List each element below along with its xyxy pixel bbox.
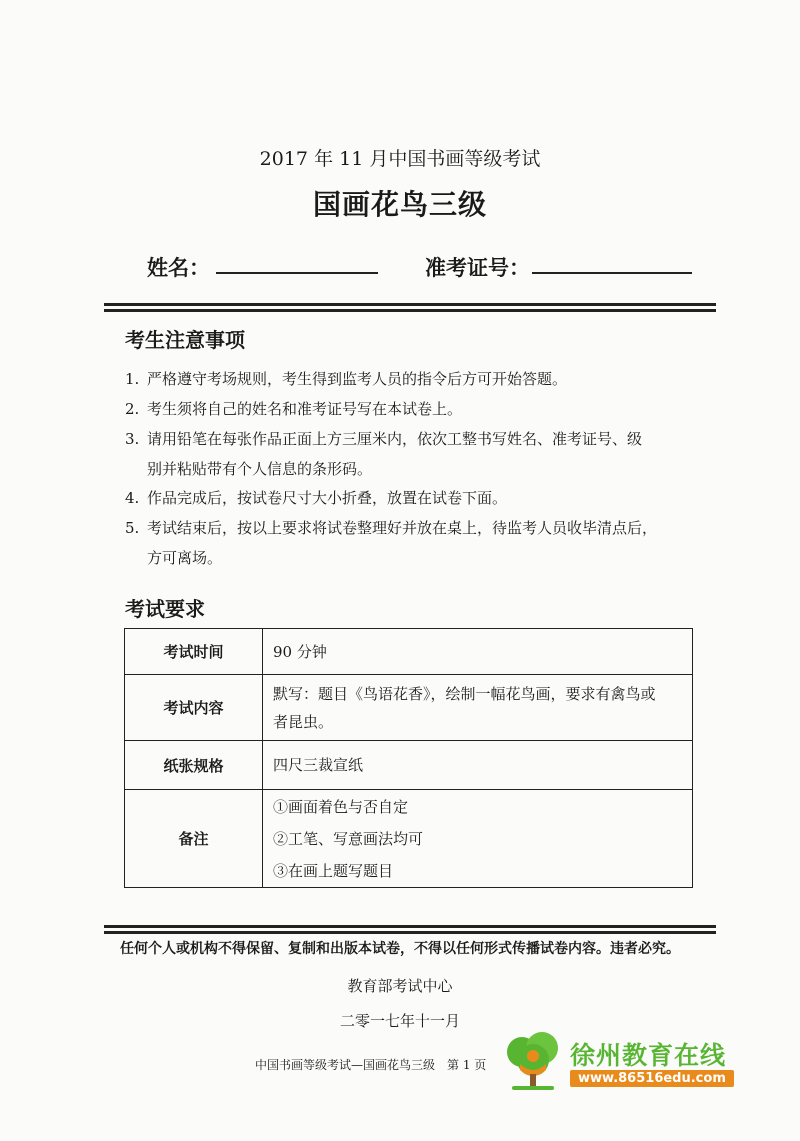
notice-item [125, 424, 705, 484]
row-value [263, 741, 693, 790]
top-double-rule [104, 303, 716, 312]
row-value-line: ③在画上题写题目 [273, 861, 394, 880]
requirements-heading: 考试要求 [125, 597, 205, 621]
notice-item-text: 考试结束后，按以上要求将试卷整理好并放在桌上，待监考人员收毕清点后， [147, 519, 658, 537]
notice-item-text: 作品完成后，按试卷尺寸大小折叠，放置在试卷下面。 [147, 489, 508, 507]
row-label: 备注 [125, 790, 263, 888]
notice-item [125, 394, 705, 424]
exam-title: 2017 年 11 月中国书画等级考试 [259, 148, 541, 170]
ticket-number-label: 准考证号： [425, 255, 530, 280]
notice-item-number: 5. [125, 519, 140, 537]
notice-item-text: 严格遵守考场规则，考生得到监考人员的指令后方可开始答题。 [147, 370, 568, 388]
table-row [125, 790, 693, 888]
copyright-notice: 任何个人或机构不得保留、复制和出版本试卷，不得以任何形式传播试卷内容。违者必究。 [120, 941, 680, 957]
row-value [263, 790, 693, 888]
tree-people-logo-icon [500, 1030, 566, 1092]
table-row [125, 675, 693, 741]
subject-title: 国画花鸟三级 [312, 188, 487, 221]
notice-item-text: 请用铅笔在每张作品正面上方三厘米内，依次工整书写姓名、准考证号、级 [147, 430, 643, 448]
watermark [500, 1030, 740, 1100]
row-value-line: 者昆虫。 [273, 712, 334, 731]
requirements-table [124, 628, 693, 888]
notice-item [125, 513, 705, 573]
issuer: 教育部考试中心 [347, 977, 453, 995]
table-row [125, 741, 693, 790]
row-value [263, 675, 693, 741]
row-value-line: ①画面着色与否自定 [273, 797, 409, 816]
notice-item-text: 考生须将自己的姓名和准考证号写在本试卷上。 [147, 400, 463, 418]
notice-item-number: 3. [125, 430, 140, 448]
row-value-line: 四尺三裁宣纸 [273, 756, 364, 774]
ticket-number-blank-line[interactable] [532, 272, 692, 274]
notice-heading: 考生注意事项 [125, 328, 245, 352]
page-footer: 中国书画等级考试—国画花鸟三级 第 1 页 [255, 1058, 487, 1072]
notice-item-number: 4. [125, 489, 140, 507]
table-row [125, 629, 693, 675]
issue-date: 二零一七年十一月 [339, 1012, 460, 1030]
notice-item-number: 1. [125, 370, 140, 388]
notice-item-continuation: 别并粘贴带有个人信息的条形码。 [147, 460, 373, 478]
row-value-line: 默写：题目《鸟语花香》，绘制一幅花鸟画，要求有禽鸟或 [273, 684, 656, 703]
row-value-line: ②工笔、写意画法均可 [273, 829, 424, 848]
notice-item [125, 364, 705, 394]
name-blank-line[interactable] [216, 272, 378, 274]
notice-item-continuation: 方可离场。 [147, 549, 223, 567]
row-value [263, 629, 693, 675]
row-label: 考试时间 [125, 629, 263, 675]
row-label: 纸张规格 [125, 741, 263, 790]
notice-item-number: 2. [125, 400, 140, 418]
watermark-url: www.86516edu.com [570, 1070, 734, 1087]
row-label: 考试内容 [125, 675, 263, 741]
row-value-line: 90 分钟 [273, 642, 327, 661]
bottom-double-rule [104, 925, 716, 934]
watermark-site-name: 徐州教育在线 [570, 1041, 727, 1070]
notice-item [125, 483, 705, 513]
name-label: 姓名： [147, 255, 210, 280]
